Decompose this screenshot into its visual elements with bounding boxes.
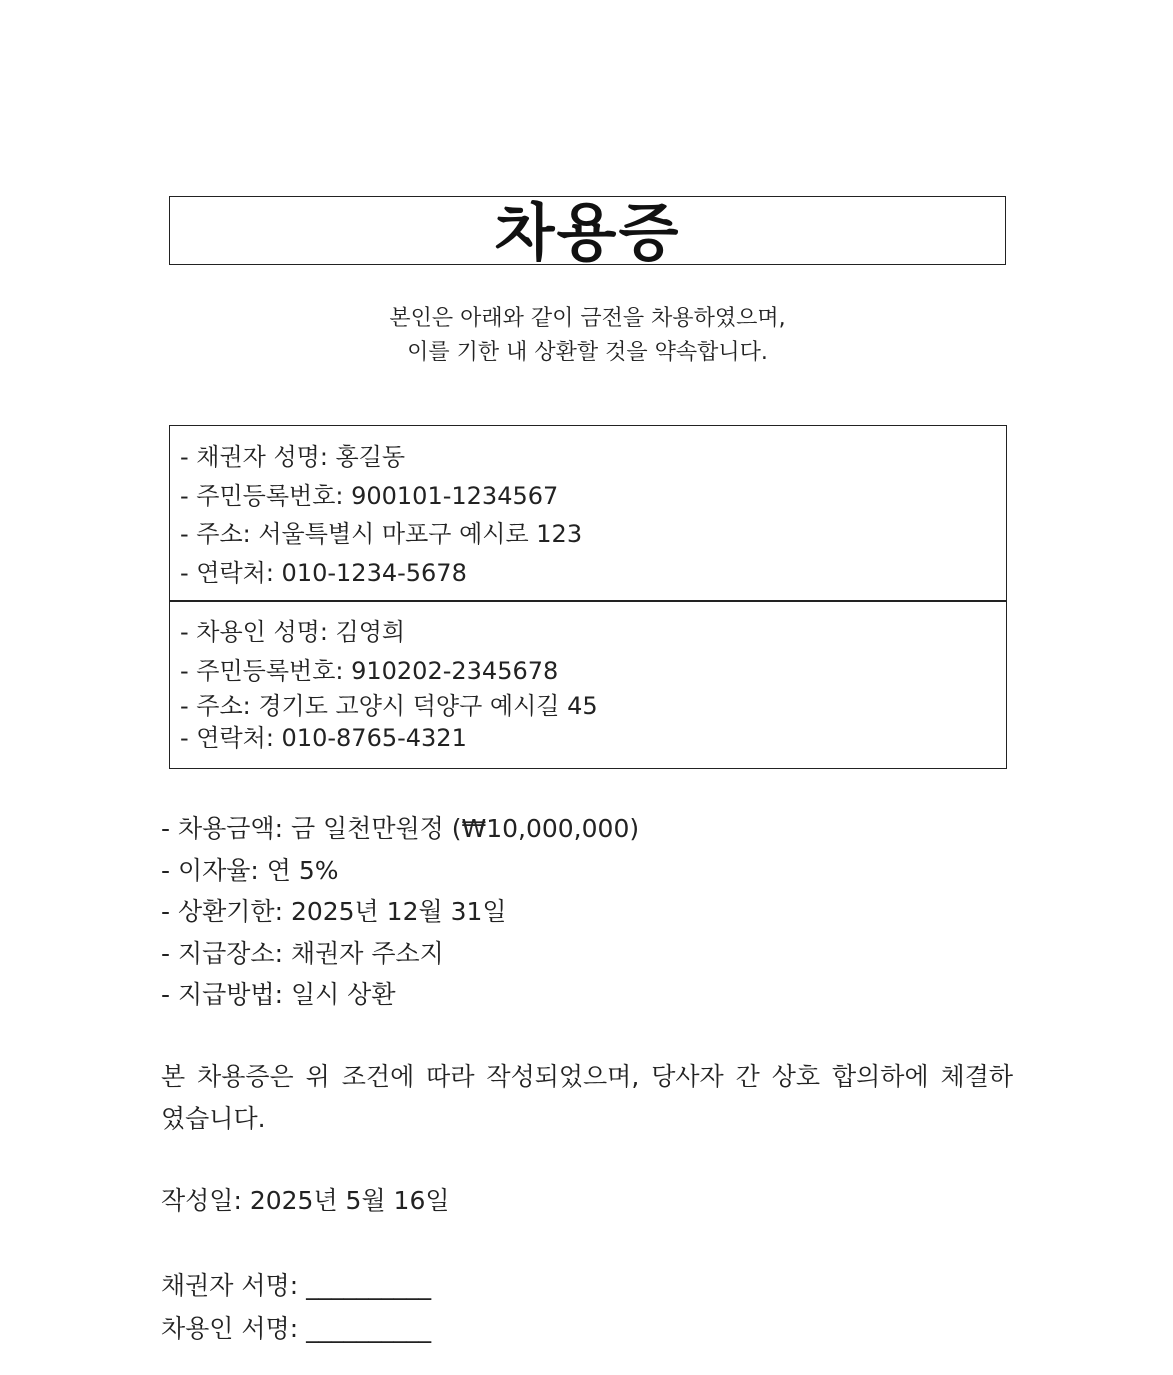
intro-line: 이를 기한 내 상환할 것을 약속합니다.	[407, 340, 768, 365]
debtor-resident-number: - 주민등록번호: 910202-2345678	[180, 656, 559, 685]
loan-terms	[161, 808, 639, 1016]
closing-statement: 본 차용증은 위 조건에 따라 작성되었으며, 당사자 간 상호 합의하에 체결하였습니다.	[161, 1062, 1013, 1133]
creditor-address: - 주소: 서울특별시 마포구 예시로 123	[180, 520, 583, 548]
repayment-due-date: - 상환기한: 2025년 12월 31일	[161, 897, 507, 926]
payment-method: - 지급방법: 일시 상환	[161, 980, 396, 1009]
debtor-address: - 주소: 경기도 고양시 덕양구 예시길 45	[180, 692, 598, 720]
creditor-info-box	[169, 425, 1007, 602]
signature-block	[161, 1264, 431, 1350]
debtor-contact: - 연락처: 010-8765-4321	[180, 724, 467, 752]
debtor-info-box	[169, 600, 1007, 769]
creditor-resident-number: - 주민등록번호: 900101-1234567	[180, 481, 559, 510]
intro-paragraph	[169, 302, 1006, 370]
intro-line: 본인은 아래와 같이 금전을 차용하였으며,	[389, 306, 786, 331]
interest-rate: - 이자율: 연 5%	[161, 855, 339, 885]
creditor-contact: - 연락처: 010-1234-5678	[180, 558, 467, 587]
debtor-name: - 차용인 성명: 김영희	[180, 618, 406, 646]
debtor-signature-line: 차용인 서명: __________	[161, 1314, 432, 1343]
loan-amount: - 차용금액: 금 일천만원정 (₩10,000,000)	[161, 814, 640, 843]
creditor-name: - 채권자 성명: 홍길동	[180, 443, 406, 471]
creditor-signature-line: 채권자 서명: __________	[161, 1271, 432, 1300]
creation-date: 작성일: 2025년 5월 16일	[161, 1186, 450, 1215]
document-title: 차용증	[494, 195, 681, 269]
payment-place: - 지급장소: 채권자 주소지	[161, 938, 444, 968]
title-box	[169, 195, 1006, 269]
